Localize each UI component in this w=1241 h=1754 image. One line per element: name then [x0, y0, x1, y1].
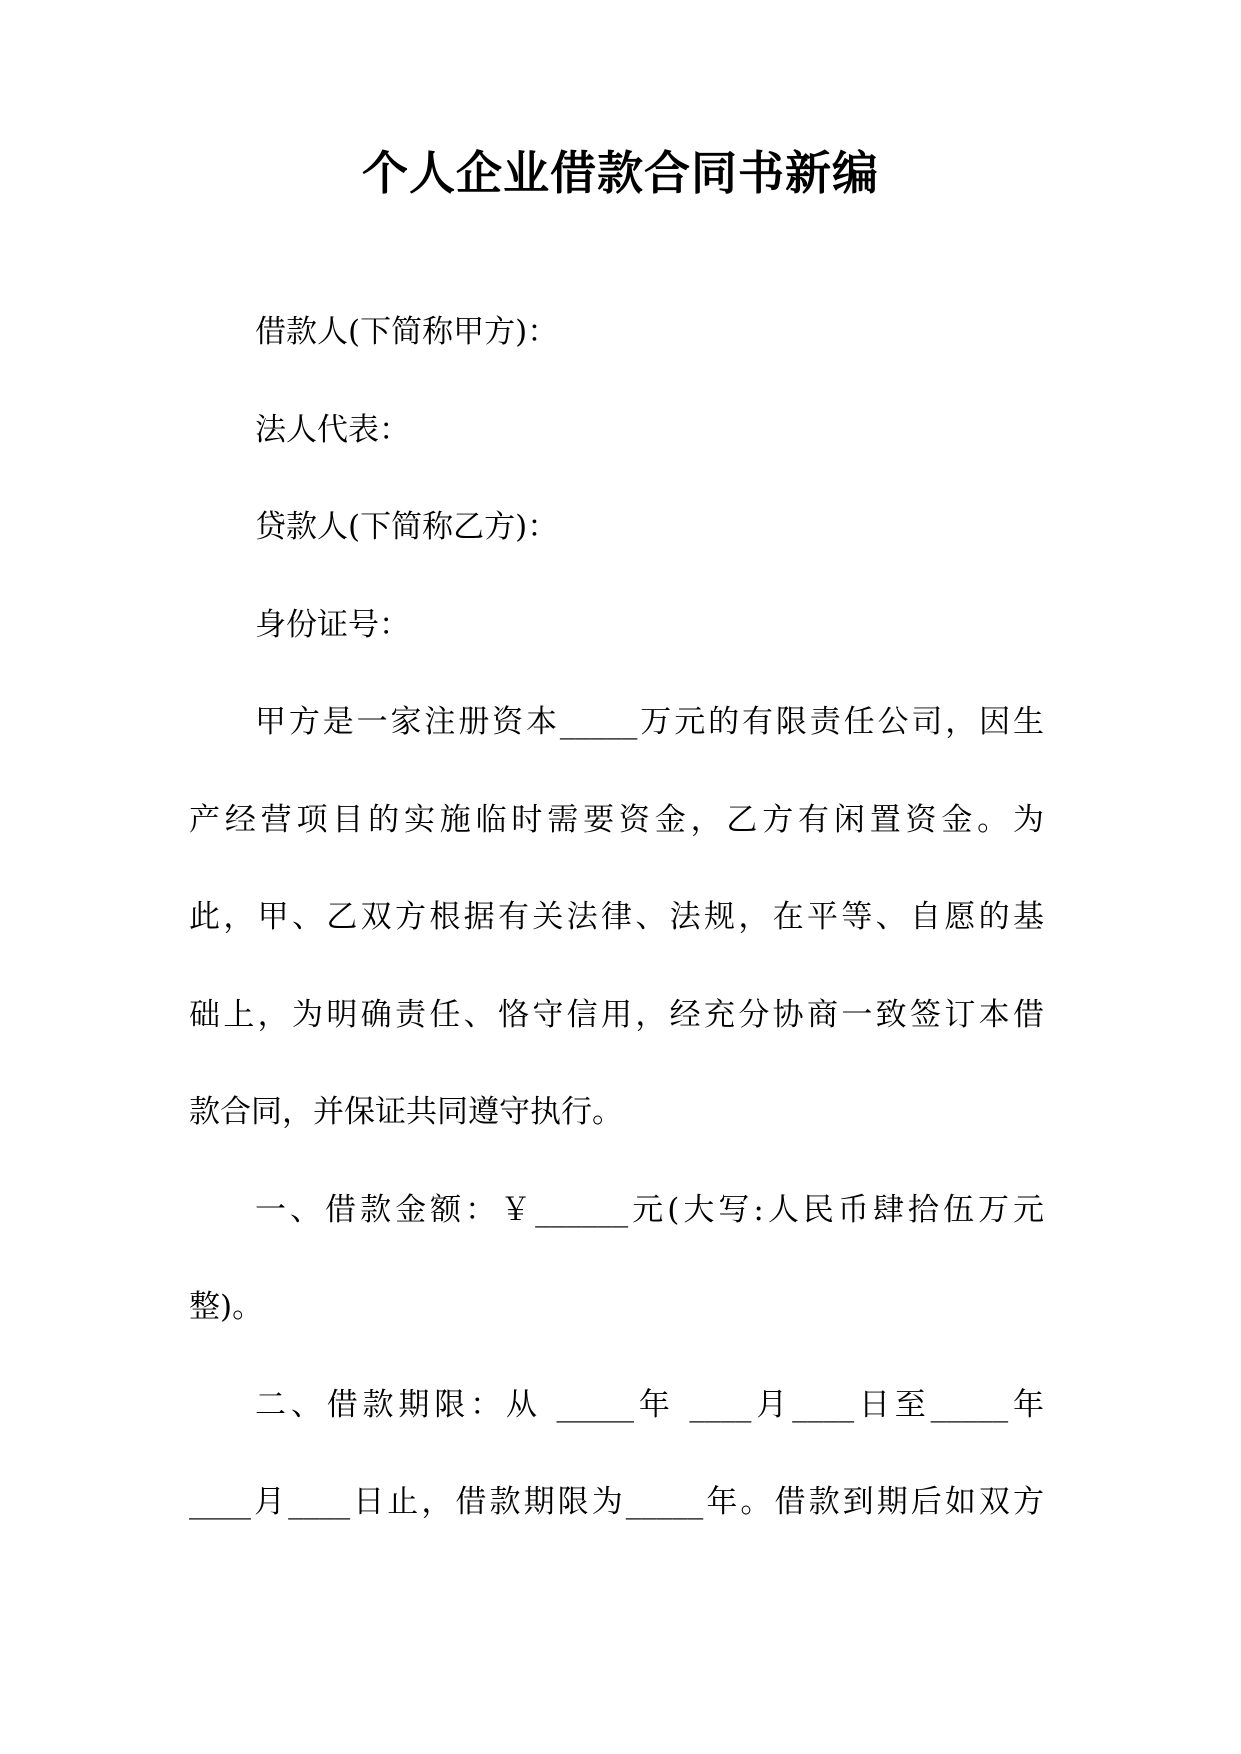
legal-representative-field-line: 法人代表：: [255, 411, 410, 448]
document-body: [189, 303, 1044, 1571]
clause-2-line-2: ____月____日止，借款期限为_____年。借款到期后如双方: [189, 1484, 1044, 1520]
preamble-line-2: 产经营项目的实施临时需要资金，乙方有闲置资金。为: [189, 801, 1044, 838]
preamble-line-5: 款合同，并保证共同遵守执行。: [189, 1094, 623, 1130]
clause-1-line-2: 整)。: [189, 1289, 264, 1325]
clause-1-line-1: 一、借款金额：￥______元(大写:人民币肆拾伍万元: [255, 1191, 1044, 1228]
preamble-line-1: 甲方是一家注册资本_____万元的有限责任公司，因生: [255, 704, 1044, 740]
clause-2-line-1: 二、借款期限：从 _____年 ____月____日至_____年: [255, 1386, 1044, 1423]
preamble-line-3: 此，甲、乙双方根据有关法律、法规，在平等、自愿的基: [189, 899, 1044, 935]
id-number-field-line: 身份证号：: [255, 606, 410, 643]
preamble-line-4: 础上，为明确责任、恪守信用，经充分协商一致签订本借: [189, 996, 1044, 1033]
lender-field-line: 贷款人(下简称乙方)：: [255, 509, 559, 545]
document-title: 个人企业借款合同书新编: [362, 146, 879, 200]
borrower-field-line: 借款人(下简称甲方)：: [255, 314, 559, 350]
